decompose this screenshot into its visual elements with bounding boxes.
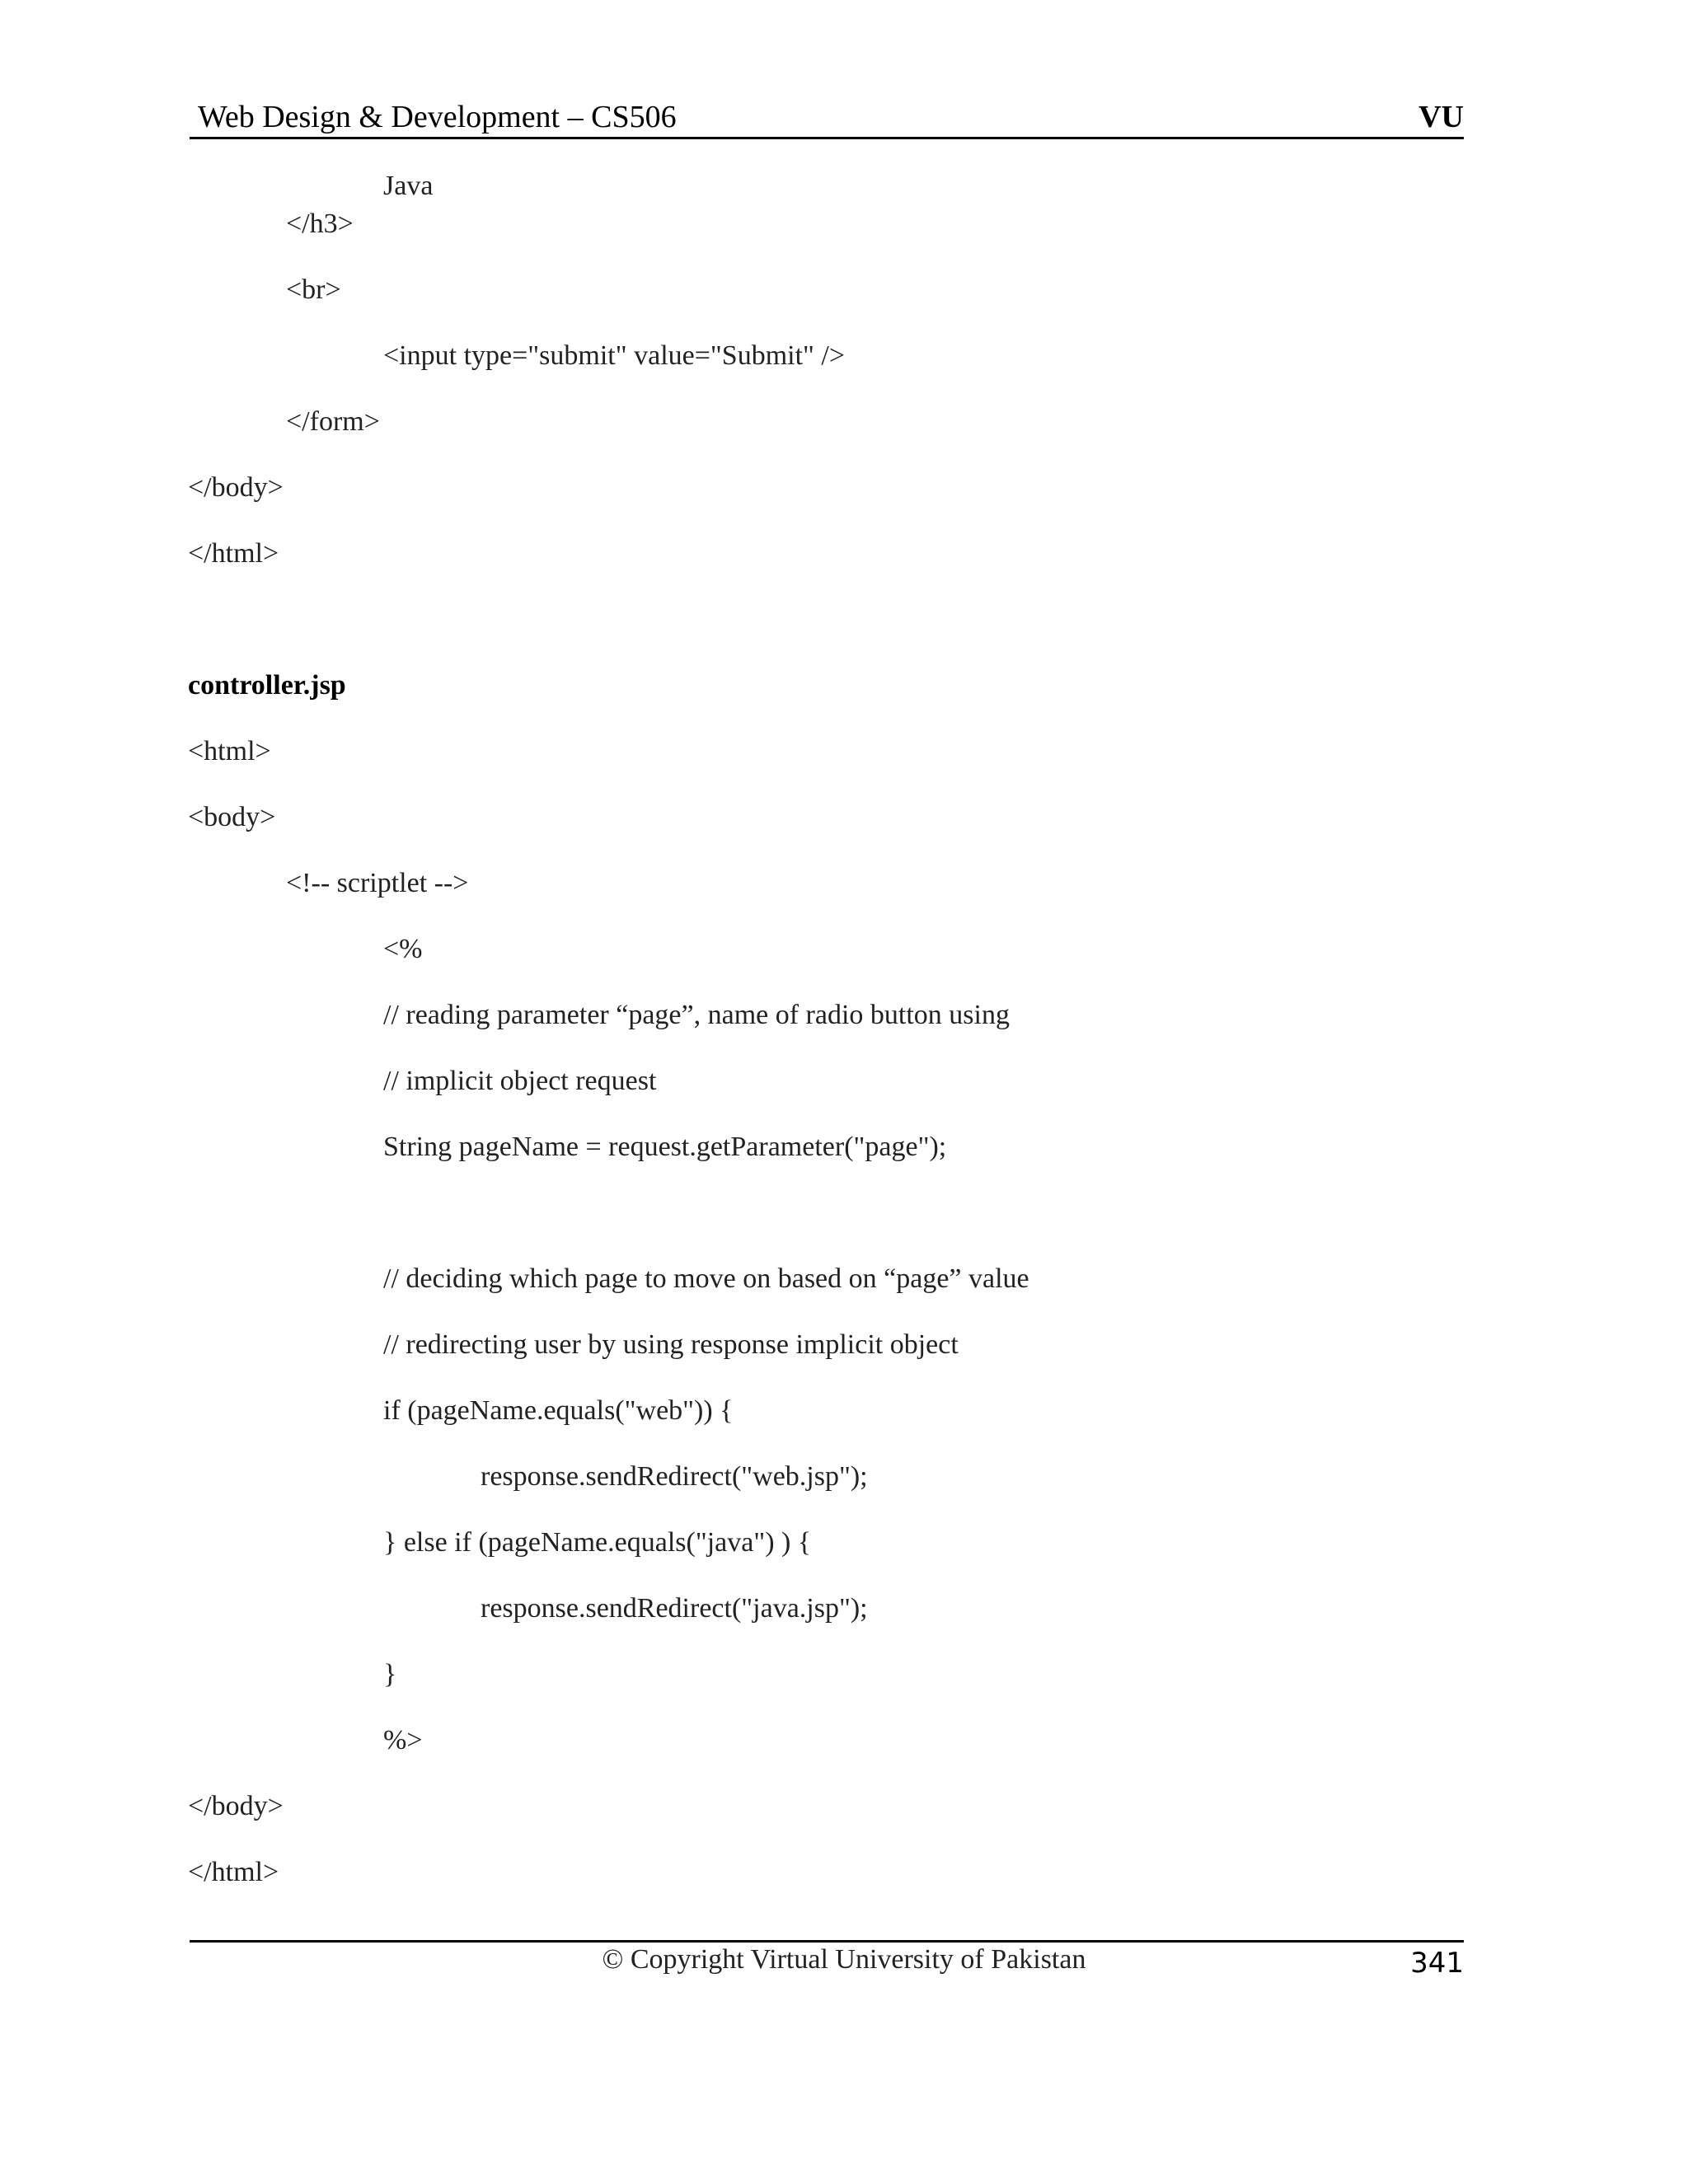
code-line: </form> [286,406,380,437]
code-line: <% [383,934,423,964]
code-line: </h3> [286,209,354,239]
code-line: // reading parameter “page”, name of radio button using [383,1000,1010,1030]
code-line: </html> [188,538,279,569]
code-line: Java [383,171,434,201]
university-abbrev: VU [1418,100,1464,134]
code-line: String pageName = request.getParameter("page"); [383,1132,947,1162]
section-heading: controller.jsp [188,670,346,701]
code-line: response.sendRedirect("java.jsp"); [481,1593,868,1624]
code-line: <body> [188,802,276,832]
code-line: response.sendRedirect("web.jsp"); [481,1461,868,1492]
code-line: <input type="submit" value="Submit" /> [383,340,846,371]
code-line: } [383,1659,397,1690]
code-line: %> [383,1725,423,1755]
code-line: if (pageName.equals("web")) { [383,1395,734,1426]
page-header [190,97,1464,139]
code-line: </body> [188,1791,284,1821]
code-line: <html> [188,736,271,766]
code-line: </html> [188,1857,279,1887]
code-line: // deciding which page to move on based on “page” value [383,1263,1029,1294]
code-line: // implicit object request [383,1066,657,1096]
footer-copyright: © Copyright Virtual University of Pakistan [602,1944,1086,1975]
code-line: <!-- scriptlet --> [286,868,469,898]
code-line: <br> [286,274,341,305]
course-title: Web Design & Development – CS506 [198,100,677,134]
code-line: </body> [188,472,284,503]
code-line: // redirecting user by using response implicit object [383,1329,959,1360]
code-line: } else if (pageName.equals("java") ) { [383,1527,812,1558]
page-number: 341 [1410,1947,1464,1980]
